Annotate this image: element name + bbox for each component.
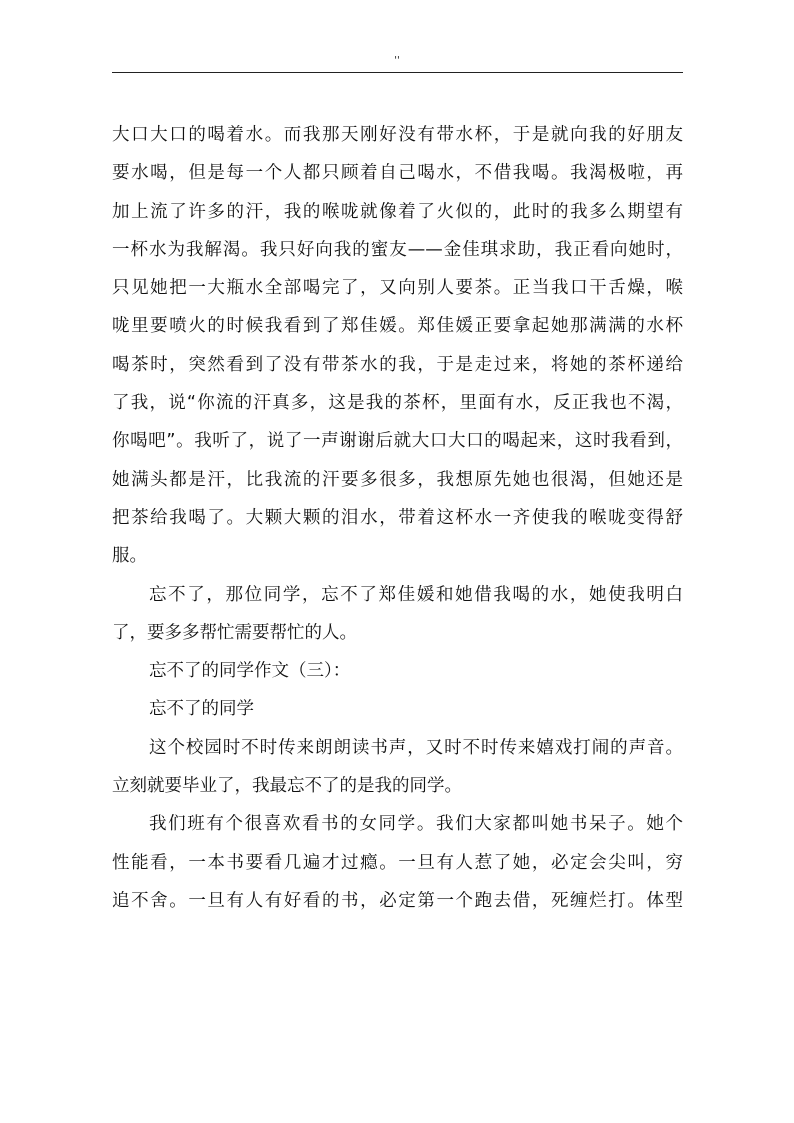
text-line: 追不舍。一旦有人有好看的书，必定第一个跑去借，死缠烂打。体型 [112, 890, 683, 911]
text-line: 加上流了许多的汗，我的喉咙就像着了火似的，此时的我多么期望有 [112, 201, 683, 222]
paragraph-first-line: 这个校园时不时传来朗朗读书声，又时不时传来嬉戏打闹的声音。 [149, 737, 683, 758]
text-line: 要水喝，但是每一个人都只顾着自己喝水，不借我喝。我渴极啦，再 [112, 163, 683, 184]
text-line: 把茶给我喝了。大颗大颗的泪水，带着这杯水一齐使我的喉咙变得舒 [112, 507, 683, 528]
text-line: 大口大口的喝着水。而我那天刚好没有带水杯，于是就向我的好朋友 [112, 125, 683, 145]
text-line: 咙里要喷火的时候我看到了郑佳媛。郑佳媛正要拿起她那满满的水杯 [112, 316, 683, 337]
text-line: 你喝吧”。我听了，说了一声谢谢后就大口大口的喝起来，这时我看到， [112, 431, 683, 452]
text-line: 服。 [112, 546, 147, 567]
text-line: 性能看，一本书要看几遍才过瘾。一旦有人惹了她，必定会尖叫，穷 [112, 852, 683, 873]
text-line: 了，要多多帮忙需要帮忙的人。 [112, 622, 357, 643]
text-line: 喝茶时，突然看到了没有带茶水的我，于是走过来，将她的茶杯递给 [112, 354, 683, 375]
essay-title: 忘不了的同学 [149, 699, 254, 720]
body-text [112, 116, 683, 920]
text-line: 只见她把一大瓶水全部喝完了，又向别人要茶。正当我口干舌燥，喉 [112, 278, 683, 299]
text-line: 了我，说“你流的汗真多，这是我的茶杯，里面有水，反正我也不渴， [112, 393, 683, 414]
paragraph-first-line: 我们班有个很喜欢看书的女同学。我们大家都叫她书呆子。她个 [149, 814, 683, 835]
text-line: 立刻就要毕业了，我最忘不了的是我的同学。 [112, 776, 462, 797]
header-rule [112, 72, 683, 73]
section-heading: 忘不了的同学作文（三）： [149, 661, 351, 682]
text-line: 她满头都是汗，比我流的汗要多很多，我想原先她也很渴，但她还是 [112, 469, 683, 490]
header-mark: '' [394, 55, 400, 66]
paragraph-first-line: 忘不了，那位同学，忘不了郑佳媛和她借我喝的水，她使我明白 [149, 584, 683, 605]
text-line: 一杯水为我解渴。我只好向我的蜜友——金佳琪求助，我正看向她时， [112, 239, 683, 260]
